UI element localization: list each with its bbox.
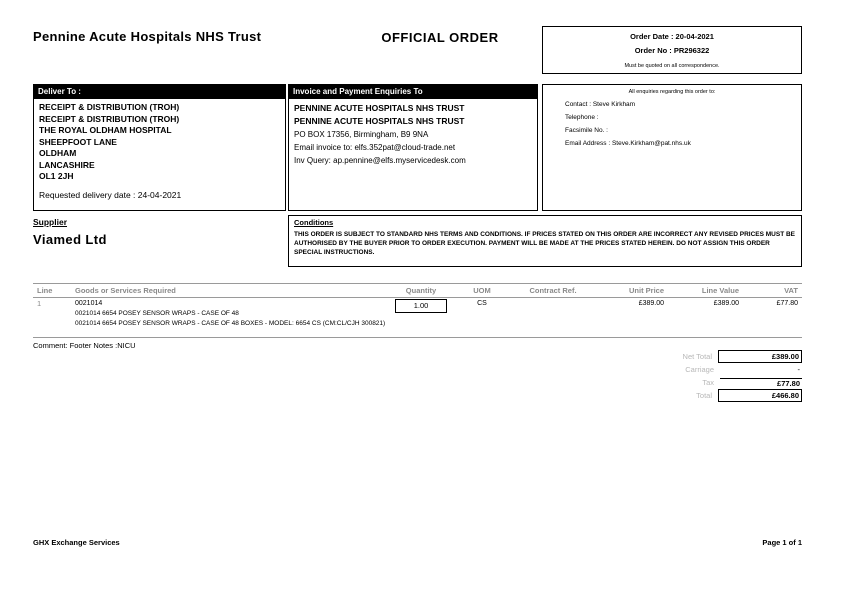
column-header-line: Line bbox=[33, 284, 71, 298]
comment-text: Comment: Footer Notes :NICU bbox=[33, 341, 136, 350]
invoice-email: Email invoice to: elfs.352pat@cloud-trade.net bbox=[294, 143, 456, 152]
deliver-address-line-6: LANCASHIRE bbox=[39, 159, 95, 170]
deliver-address-line-1: RECEIPT & DISTRIBUTION (TROH) bbox=[39, 102, 180, 112]
footer-page-number: Page 1 of 1 bbox=[762, 538, 802, 547]
enquiries-box bbox=[542, 84, 802, 211]
row-line-value: £389.00 bbox=[713, 300, 739, 307]
deliver-address-line-2: RECEIPT & DISTRIBUTION (TROH) bbox=[39, 113, 180, 124]
tax-value: £77.80 bbox=[720, 378, 802, 388]
column-header-line-value: Line Value bbox=[668, 284, 743, 298]
column-header-uom: UOM bbox=[451, 284, 513, 298]
table-header-row bbox=[33, 284, 802, 298]
net-total-value: £389.00 bbox=[718, 350, 802, 363]
deliver-to-heading: Deliver To : bbox=[34, 85, 285, 99]
deliver-address-line-3: THE ROYAL OLDHAM HOSPITAL bbox=[39, 125, 172, 135]
deliver-to-box bbox=[33, 84, 286, 211]
deliver-address-line-4: SHEEPFOOT LANE bbox=[39, 136, 117, 147]
order-reference-box bbox=[542, 26, 802, 74]
invoice-query-email: Inv Query: ap.pennine@elfs.myservicedesk.com bbox=[294, 156, 466, 165]
requested-delivery-date: Requested delivery date : 24-04-2021 bbox=[39, 189, 182, 200]
invoice-details bbox=[289, 99, 537, 170]
enquiries-telephone: Telephone : bbox=[565, 114, 599, 121]
row-line-number: 1 bbox=[37, 299, 42, 308]
carriage-label: Carriage bbox=[685, 365, 714, 374]
document-type-title: OFFICIAL ORDER bbox=[381, 30, 499, 45]
row-item-code: 0021014 bbox=[75, 300, 103, 307]
totals-block bbox=[645, 350, 802, 402]
conditions-heading: Conditions bbox=[294, 218, 334, 227]
column-header-goods: Goods or Services Required bbox=[71, 284, 391, 298]
invoice-line-2: PENNINE ACUTE HOSPITALS NHS TRUST bbox=[294, 116, 465, 126]
row-description-2: 0021014 6654 POSEY SENSOR WRAPS - CASE OF 48 BOXES - MODEL: 6654 CS (CM:CL/CJH 300821) bbox=[75, 319, 386, 327]
tax-row bbox=[645, 376, 802, 389]
row-uom: CS bbox=[477, 300, 487, 307]
net-total-row bbox=[645, 350, 802, 363]
supplier-label: Supplier bbox=[33, 217, 68, 227]
invoice-line-1: PENNINE ACUTE HOSPITALS NHS TRUST bbox=[294, 103, 465, 113]
net-total-label: Net Total bbox=[682, 352, 712, 361]
order-note: Must be quoted on all correspondence. bbox=[624, 63, 720, 69]
line-items-table bbox=[33, 283, 802, 329]
invoice-enquiries-box bbox=[288, 84, 538, 211]
row-quantity-cell bbox=[391, 298, 451, 330]
trust-title: Pennine Acute Hospitals NHS Trust bbox=[33, 29, 262, 44]
deliver-address-line-5: OLDHAM bbox=[39, 148, 77, 158]
conditions-text: THIS ORDER IS SUBJECT TO STANDARD NHS TERMS AND CONDITIONS. IF PRICES STATED ON THIS ORDER ARE INCORRECT ANY REVISED PRICES MUST BE AUTHORISED BY THE BUYER PRIOR TO ORDER EXECUTION. PAYMENT WILL BE MADE AT THE PRICES STATED HEREIN. DO NOT ASSIGN THIS ORDER SPECIAL INSTRUCTIONS. bbox=[294, 231, 796, 256]
row-vat: £77.80 bbox=[776, 300, 798, 307]
row-goods-description bbox=[71, 298, 391, 330]
invoice-po-box: PO BOX 17356, Birmingham, B9 9NA bbox=[294, 130, 429, 139]
carriage-value: - bbox=[797, 365, 800, 374]
row-contract-ref bbox=[513, 298, 593, 330]
total-value: £466.80 bbox=[718, 389, 802, 402]
table-bottom-divider bbox=[33, 337, 802, 338]
tax-label: Tax bbox=[702, 378, 714, 387]
row-description-1: 0021014 6654 POSEY SENSOR WRAPS - CASE OF 48 bbox=[75, 310, 239, 317]
column-header-quantity: Quantity bbox=[391, 284, 451, 298]
column-header-contract-ref: Contract Ref. bbox=[513, 284, 593, 298]
enquiries-facsimile: Facsimile No. : bbox=[565, 127, 608, 134]
deliver-to-address bbox=[34, 99, 285, 204]
order-date: Order Date : 20-04-2021 bbox=[630, 32, 714, 41]
enquiries-contact: Contact : Steve Kirkham bbox=[565, 101, 636, 108]
total-label: Total bbox=[696, 391, 712, 400]
conditions-box bbox=[288, 215, 802, 267]
deliver-address-line-7: OL1 2JH bbox=[39, 171, 74, 181]
supplier-name: Viamed Ltd bbox=[33, 232, 107, 247]
row-quantity: 1.00 bbox=[395, 299, 447, 313]
enquiries-title: All enquiries regarding this order to: bbox=[628, 89, 716, 95]
order-number: Order No : PR296322 bbox=[634, 46, 710, 55]
column-header-unit-price: Unit Price bbox=[593, 284, 668, 298]
column-header-vat: VAT bbox=[743, 284, 802, 298]
enquiries-email: Email Address : Steve.Kirkham@pat.nhs.uk bbox=[565, 140, 691, 147]
table-row bbox=[33, 298, 802, 330]
row-unit-price: £389.00 bbox=[638, 300, 664, 307]
total-row bbox=[645, 389, 802, 402]
footer-service-name: GHX Exchange Services bbox=[33, 538, 120, 547]
invoice-heading: Invoice and Payment Enquiries To bbox=[289, 85, 537, 99]
carriage-row bbox=[645, 363, 802, 376]
